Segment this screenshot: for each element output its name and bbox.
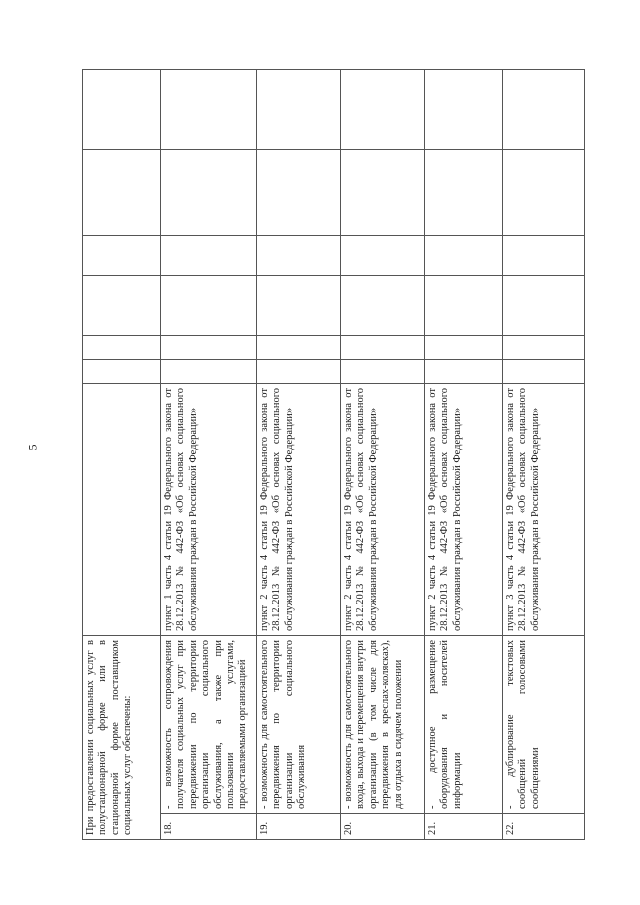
empty-cell — [83, 276, 161, 336]
empty-cell — [161, 150, 257, 236]
empty-cell — [83, 360, 161, 384]
row-number: 18. — [161, 814, 257, 840]
section-header-cell: При предоставлении социальных услуг в полустационарной форме или в стационарной форме поставщиком социальных услуг обеспечены: — [83, 636, 161, 840]
empty-cell — [425, 336, 503, 360]
row-number: 22. — [503, 814, 585, 840]
row-number: 19. — [257, 814, 341, 840]
empty-cell — [257, 70, 341, 150]
row-legal-basis: пункт 1 часть 4 статьи 19 Федерального закона от 28.12.2013 № 442-ФЗ «Об основах социального обслуживания граждан в Российской Федерации» — [161, 384, 257, 636]
empty-cell — [83, 70, 161, 150]
empty-cell — [425, 236, 503, 276]
page-number: 5 — [25, 444, 40, 451]
empty-cell — [83, 236, 161, 276]
empty-cell — [341, 236, 425, 276]
empty-cell — [257, 360, 341, 384]
empty-cell — [503, 360, 585, 384]
table-section-header-row — [83, 70, 161, 840]
empty-cell — [425, 276, 503, 336]
table-row — [341, 70, 425, 840]
empty-cell — [425, 360, 503, 384]
row-legal-basis: пункт 2 часть 4 статьи 19 Федерального закона от 28.12.2013 № 442-ФЗ «Об основах социального обслуживания граждан в Российской Федерации» — [257, 384, 341, 636]
empty-cell — [83, 336, 161, 360]
row-indicator: - возможность для самостоятельного входа, выхода и перемещения внутри организации (в том числе для передвижения в креслах-колясках), для отдыха в сидячем положении — [341, 636, 425, 814]
empty-cell — [503, 70, 585, 150]
empty-cell — [341, 360, 425, 384]
empty-cell — [161, 236, 257, 276]
row-legal-basis: пункт 2 часть 4 статьи 19 Федерального закона от 28.12.2013 № 442-ФЗ «Об основах социального обслуживания граждан в Российской Федерации» — [341, 384, 425, 636]
empty-cell — [83, 150, 161, 236]
empty-cell — [161, 70, 257, 150]
empty-cell — [341, 70, 425, 150]
row-indicator: - доступное размещение оборудования и носителей информации — [425, 636, 503, 814]
row-indicator: - возможность сопровождения получателя социальных услуг при передвижении по территории организации социального обслуживания, а также при пользовании услугами, предоставляемыми организацией — [161, 636, 257, 814]
row-number: 21. — [425, 814, 503, 840]
empty-cell — [161, 336, 257, 360]
empty-cell — [257, 336, 341, 360]
checklist-table — [82, 69, 585, 840]
table-row — [257, 70, 341, 840]
empty-cell — [257, 276, 341, 336]
empty-cell — [257, 236, 341, 276]
empty-cell — [425, 70, 503, 150]
empty-cell — [341, 336, 425, 360]
empty-cell — [257, 150, 341, 236]
empty-cell — [161, 276, 257, 336]
table-row — [425, 70, 503, 840]
row-legal-basis: пункт 3 часть 4 статьи 19 Федерального закона от 28.12.2013 № 442-ФЗ «Об основах социального обслуживания граждан в Российской Федерации» — [503, 384, 585, 636]
empty-cell — [341, 150, 425, 236]
empty-cell — [161, 360, 257, 384]
empty-cell — [503, 276, 585, 336]
empty-cell — [83, 384, 161, 636]
row-indicator: - возможность для самостоятельного передвижения по территории организации социального обслуживания — [257, 636, 341, 814]
row-number: 20. — [341, 814, 425, 840]
rotated-table-container — [82, 70, 584, 840]
table-row — [503, 70, 585, 840]
row-indicator: - дублирование текстовых сообщений голосовыми сообщениями — [503, 636, 585, 814]
empty-cell — [503, 236, 585, 276]
empty-cell — [503, 150, 585, 236]
empty-cell — [503, 336, 585, 360]
empty-cell — [341, 276, 425, 336]
row-legal-basis: пункт 2 часть 4 статьи 19 Федерального закона от 28.12.2013 № 442-ФЗ «Об основах социального обслуживания граждан в Российской Федерации» — [425, 384, 503, 636]
table-row — [161, 70, 257, 840]
empty-cell — [425, 150, 503, 236]
